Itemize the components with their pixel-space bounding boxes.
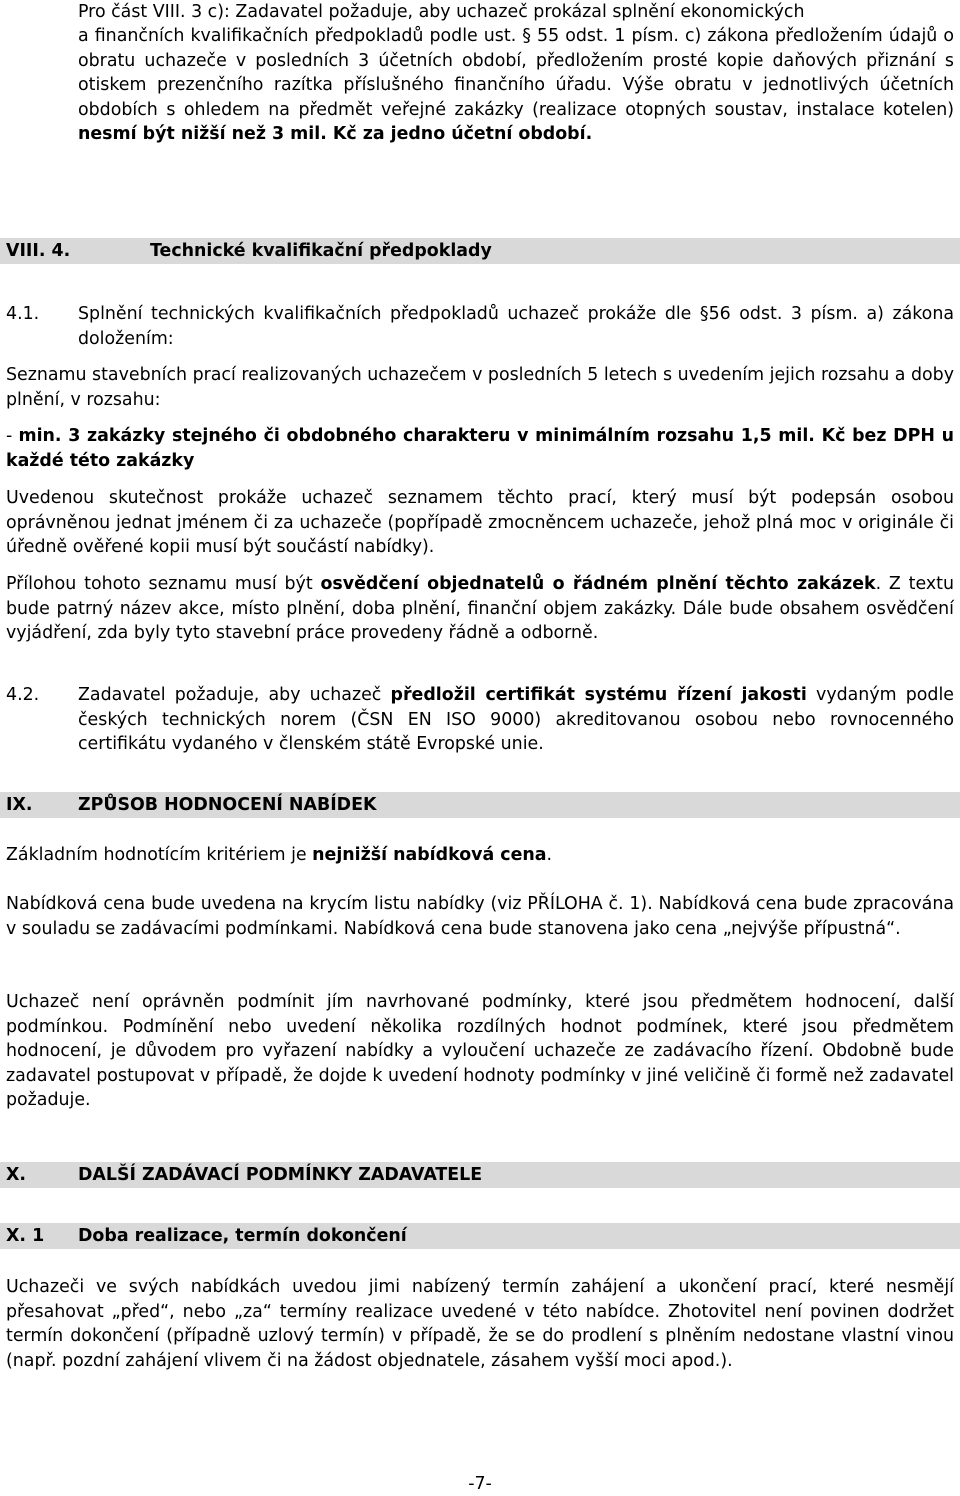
item-42-number: 4.2. [6,685,40,705]
item-42-text: Zadavatel požaduje, aby uchazeč předložil certifikát systému řízení jakosti vydaným podle českých technických norem (ČSN EN ISO 9000) akreditovanou osobou nebo rovnocenného certifikátu vydaného v členském státě Evropské unie. [78,685,954,755]
section-x1-title: Doba realizace, termín dokončení [78,1226,407,1246]
page-number: -7- [468,1474,492,1494]
proof-paragraph: Uvedenou skutečnost prokáže uchazeč seznamem těchto prací, který musí být podepsán osobou oprávněnou jednat jménem či za uchazeče (popřípadě zmocněncem uchazeče, jehož plná moc v originále či úředně ověřené kopii musí být součástí nabídky). [6,488,954,558]
conditions-paragraph: Uchazeč není oprávněn podmínit jím navrhované podmínky, které jsou předmětem hodnocení, další podmínkou. Podmínění nebo uvedení několika rozdílných hodnot podmínek, které jsou předmětem hodnocení, je důvodem pro vyřazení nabídky a vyloučení uchazeče ze zadávacího řízení. Obdobně bude zadavatel postupovat v případě, že dojde k uvedení hodnoty podmínky v jiné veličině či formě než zadavatel požaduje. [6,992,954,1111]
section-ix-heading [0,792,960,818]
intro-first-line: Pro část VIII. 3 c): Zadavatel požaduje, aby uchazeč prokázal splnění ekonomických [78,2,805,22]
intro-paragraph: a finančních kvalifikačních předpokladů podle ust. § 55 odst. 1 písm. c) zákona předložením údajů o obratu uchazeče v posledních 3 účetních období, předložením prosté kopie daňových přiznání s otiskem prezenčního razítka příslušného finančního úřadu. Výše obratu v jednotlivých účetních obdobích s ohledem na předmět veřejné zakázky (realizace otopných soustav, instalace kotelen) nesmí být nižší než 3 mil. Kč za jedno účetní období. [78,26,954,145]
intro-bold-requirement: nesmí být nižší než 3 mil. Kč za jedno účetní období. [78,124,593,145]
section-ix-title: ZPŮSOB HODNOCENÍ NABÍDEK [78,795,377,815]
item-41-number: 4.1. [6,304,40,324]
item-41-text: Splnění technických kvalifikačních předpokladů uchazeč prokáže dle §56 odst. 3 písm. a) zákona doložením: [78,304,954,349]
section-viii4-heading [0,238,960,264]
section-x-title: DALŠÍ ZADÁVACÍ PODMÍNKY ZADAVATELE [78,1165,483,1185]
section-viii4-title: Technické kvalifikační předpoklady [150,241,492,261]
list-intro: Seznamu stavebních prací realizovaných uchazečem v posledních 5 letech s uvedením jejich rozsahu a doby plnění, v rozsahu: [6,365,954,410]
section-x1-heading [0,1223,960,1249]
realization-paragraph: Uchazeči ve svých nabídkách uvedou jimi nabízený termín zahájení a ukončení prací, které nesmějí přesahovat „před“, nebo „za“ termíny realizace uvedené v této nabídce. Zhotovitel není povinen dodržet termín dokončení (případně uzlový termín) v případě, že se do prodlení s plněním nedostane vlastní vinou (např. pozdní zahájení vlivem či na žádost objednatele, zásahem vyšší moci apod.). [6,1277,954,1371]
section-ix-number: IX. [6,795,33,815]
section-x-heading [0,1162,960,1188]
attachment-paragraph: Přílohou tohoto seznamu musí být osvědčení objednatelů o řádném plnění těchto zakázek. Z textu bude patrný název akce, místo plnění, doba plnění, finanční objem zakázky. Dále bude obsahem osvědčení vyjádření, zda byly tyto stavební práce provedeny řádně a odborně. [6,574,954,644]
price-paragraph: Nabídková cena bude uvedena na krycím listu nabídky (viz PŘÍLOHA č. 1). Nabídková cena bude zpracována v souladu se zadávacími podmínkami. Nabídková cena bude stanovena jako cena „nejvýše přípustná“. [6,894,954,939]
min-requirement: - min. 3 zakázky stejného či obdobného charakteru v minimálním rozsahu 1,5 mil. Kč bez DPH u každé této zakázky [6,426,954,471]
section-viii4-number: VIII. 4. [6,241,71,261]
section-x-number: X. [6,1165,27,1185]
criterion-paragraph: Základním hodnotícím kritériem je nejnižší nabídková cena. [6,845,553,865]
section-x1-number: X. 1 [6,1226,45,1246]
